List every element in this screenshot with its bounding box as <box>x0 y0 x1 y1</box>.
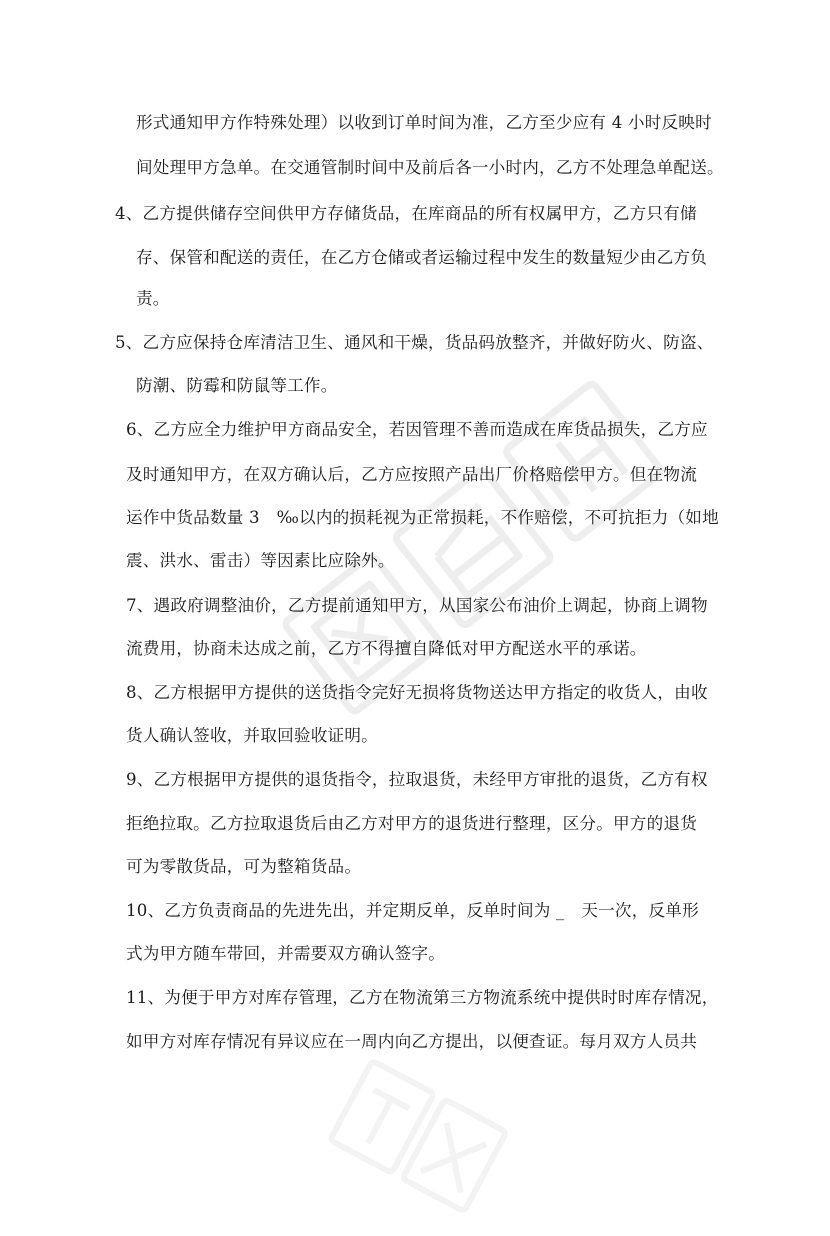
paragraph-line: 间处理甲方急单。在交通管制时间中及前后各一小时内，乙方不处理急单配送。 <box>136 158 724 177</box>
paragraph-line: 6、乙方应全力维护甲方商品安全，若因管理不善而造成在库货品损失，乙方应 <box>126 420 708 439</box>
paragraph-line: 责。 <box>136 289 170 308</box>
paragraph-line: 如甲方对库存情况有异议应在一周内向乙方提出，以便查证。每月双方人员共 <box>126 1032 697 1051</box>
paragraph-line: 存、保管和配送的责任，在乙方仓储或者运输过程中发生的数量短少由乙方负 <box>136 248 707 267</box>
paragraph-line: 形式通知甲方作特殊处理）以收到订单时间为准，乙方至少应有 4 小时反映时 <box>136 113 712 132</box>
paragraph-line: 可为零散货品，可为整箱货品。 <box>126 857 362 876</box>
paragraph-line: 5、乙方应保持仓库清洁卫生、通风和干燥，货品码放整齐，并做好防火、防盗、 <box>115 333 714 352</box>
paragraph-line: 震、洪水、雷击）等因素比应除外。 <box>126 551 395 570</box>
watermark-stamp <box>258 362 681 739</box>
watermark-stamp-bottom <box>312 1047 518 1233</box>
paragraph-line: 货人确认签收，并取回验收证明。 <box>126 726 378 745</box>
paragraph-line: 11、为便于甲方对库存管理，乙方在物流第三方物流系统中提供时时库存情况， <box>126 988 719 1007</box>
paragraph-line: 式为甲方随车带回，并需要双方确认签字。 <box>126 944 446 963</box>
paragraph-line: 8、乙方根据甲方提供的送货指令完好无损将货物送达甲方指定的收货人，由收 <box>126 683 708 702</box>
paragraph-line: 及时通知甲方，在双方确认后，乙方应按照产品出厂价格赔偿甲方。但在物流 <box>126 465 697 484</box>
paragraph-line: 流费用，协商未达成之前，乙方不得擅自降低对甲方配送水平的承诺。 <box>126 639 647 658</box>
paragraph-line: 拒绝拉取。乙方拉取退货后由乙方对甲方的退货进行整理，区分。甲方的退货 <box>126 814 697 833</box>
paragraph-line: 防潮、防霉和防鼠等工作。 <box>136 376 338 395</box>
paragraph-line: 10、乙方负责商品的先进先出，并定期反单，反单时间为 _ 天一次，反单形 <box>126 901 699 920</box>
paragraph-line: 运作中货品数量 3 ‰以内的损耗视为正常损耗，不作赔偿，不可抗拒力（如地 <box>126 508 719 527</box>
paragraph-line: 7、遇政府调整油价，乙方提前通知甲方，从国家公布油价上调起，协商上调物 <box>126 596 708 615</box>
paragraph-line: 4、乙方提供储存空间供甲方存储货品，在库商品的所有权属甲方，乙方只有储 <box>115 204 697 223</box>
paragraph-line: 9、乙方根据甲方提供的退货指令，拉取退货，未经甲方审批的退货，乙方有权 <box>126 770 708 789</box>
